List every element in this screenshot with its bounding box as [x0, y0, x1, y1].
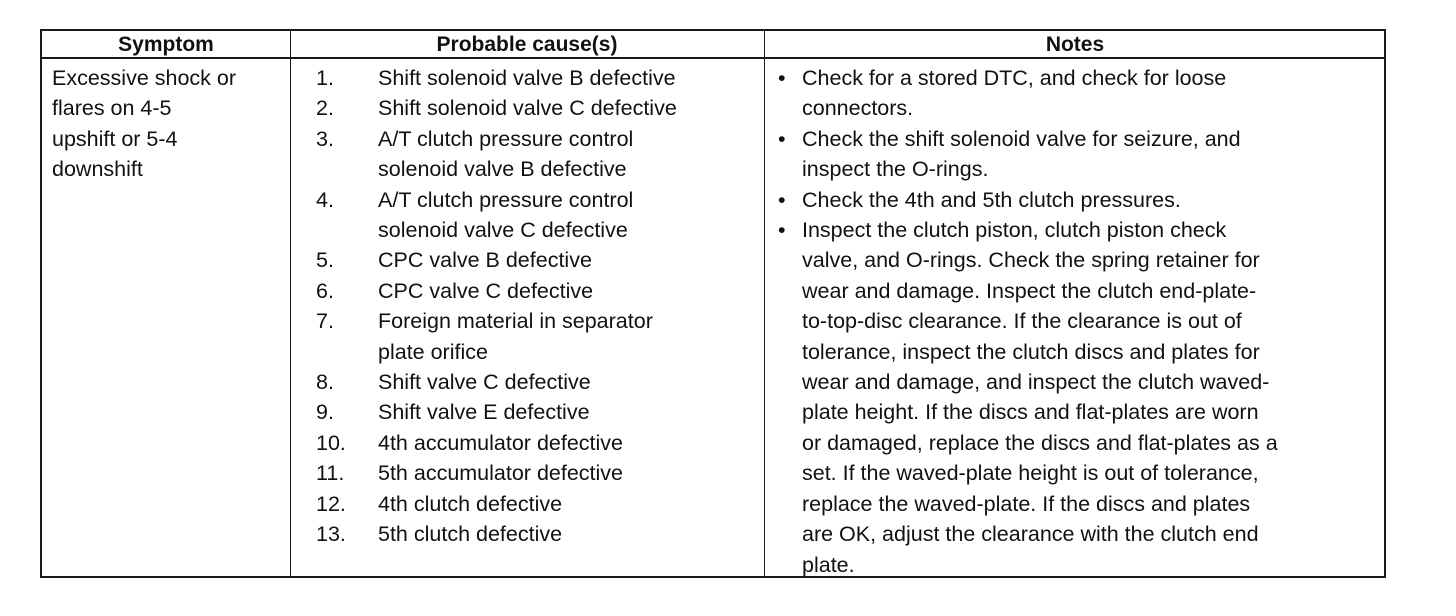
- cause-item: [292, 276, 762, 306]
- cause-text: A/T clutch pressure control solenoid valve C defective: [378, 187, 634, 243]
- cause-item: [292, 489, 762, 519]
- cause-number: 10.: [316, 430, 346, 455]
- cause-item: [292, 519, 762, 549]
- probable-causes-list: [292, 63, 762, 550]
- cause-text: 4th clutch defective: [378, 491, 563, 516]
- symptom-cell: Excessive shock or flares on 4-5 upshift or 5-4 downshift: [52, 66, 237, 182]
- cause-number: 13.: [316, 522, 346, 547]
- cause-text: A/T clutch pressure control solenoid valve B defective: [378, 126, 634, 182]
- table-header-row: [42, 31, 1384, 59]
- cause-text: Shift valve C defective: [378, 370, 591, 395]
- cause-text: Shift valve E defective: [378, 400, 590, 425]
- bullet-icon: •: [778, 126, 786, 151]
- bullet-icon: •: [778, 187, 786, 212]
- cause-item: [292, 93, 762, 123]
- cause-item: [292, 63, 762, 93]
- note-item: [772, 63, 1384, 124]
- cause-text: CPC valve C defective: [378, 278, 594, 303]
- cause-number: 4.: [316, 187, 334, 212]
- note-item: [772, 185, 1384, 215]
- cause-number: 12.: [316, 491, 346, 516]
- note-item: [772, 215, 1384, 580]
- cause-item: [292, 367, 762, 397]
- cause-item: [292, 245, 762, 275]
- cause-number: 7.: [316, 309, 334, 334]
- cause-number: 5.: [316, 248, 334, 273]
- cause-text: Shift solenoid valve C defective: [378, 96, 677, 121]
- cause-number: 2.: [316, 96, 334, 121]
- cause-item: [292, 428, 762, 458]
- header-symptom: Symptom: [118, 33, 214, 56]
- cause-number: 3.: [316, 126, 334, 151]
- cause-number: 6.: [316, 278, 334, 303]
- cause-number: 1.: [316, 66, 334, 90]
- bullet-icon: •: [778, 66, 786, 90]
- cause-item: [292, 397, 762, 427]
- cause-text: CPC valve B defective: [378, 248, 592, 273]
- cause-text: Foreign material in separator plate orifice: [378, 309, 653, 364]
- cause-number: 11.: [316, 461, 345, 486]
- note-text: Inspect the clutch piston, clutch piston check valve, and O-rings. Check the spring retainer for wear and damage. Inspect the clutch end-plate- to-top-disc clearance. If the clearance is out of tolerance, inspect the clutch discs and plates for wear and damage, and inspect the clutch waved- plate height. If the discs and flat-plates are worn or damaged, replace the discs and flat-plates as a set. If the waved-plate height is out of tolerance, replace the waved-plate. If the discs and plates are OK, adjust the clearance with the clutch end plate.: [802, 218, 1278, 577]
- bullet-icon: •: [778, 218, 786, 243]
- troubleshooting-table: [40, 29, 1386, 578]
- cause-item: [292, 306, 762, 367]
- note-text: Check for a stored DTC, and check for loose connectors.: [802, 66, 1227, 121]
- note-text: Check the shift solenoid valve for seizure, and inspect the O-rings.: [802, 126, 1241, 182]
- cause-text: Shift solenoid valve B defective: [378, 66, 676, 90]
- column-divider: [764, 31, 765, 576]
- note-text: Check the 4th and 5th clutch pressures.: [802, 187, 1181, 212]
- note-item: [772, 124, 1384, 185]
- cause-text: 5th accumulator defective: [378, 461, 623, 486]
- notes-list: [772, 63, 1384, 580]
- cause-text: 5th clutch defective: [378, 522, 563, 547]
- cause-item: [292, 458, 762, 488]
- cause-number: 9.: [316, 400, 334, 425]
- cause-number: 8.: [316, 370, 334, 395]
- header-notes: Notes: [1045, 33, 1105, 56]
- column-divider: [290, 31, 291, 576]
- cause-text: 4th accumulator defective: [378, 430, 623, 455]
- header-probable-causes: Probable cause(s): [436, 33, 618, 56]
- cause-item: [292, 185, 762, 246]
- cause-item: [292, 124, 762, 185]
